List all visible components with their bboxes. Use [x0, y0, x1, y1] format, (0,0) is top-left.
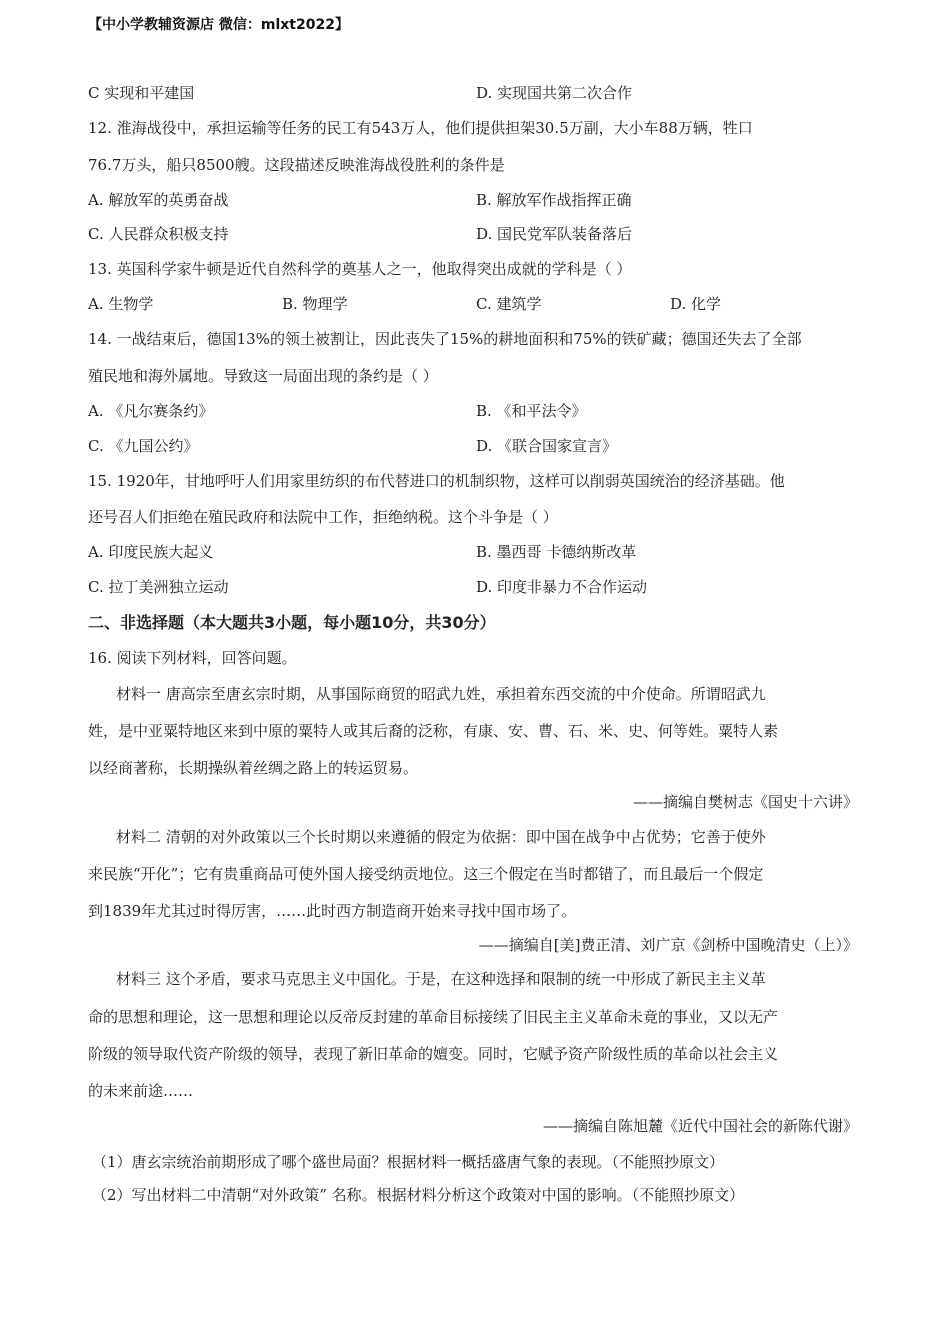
page-header: 【中小学教辅资源店 微信：mlxt2022】: [88, 17, 349, 33]
material-1-line3: 以经商著称，长期操纵着丝绸之路上的转运贸易。: [88, 759, 419, 777]
q14-option-d: D. 《联合国家宣言》: [476, 437, 618, 455]
q13-option-c: C. 建筑学: [476, 295, 542, 313]
q12-option-c: C. 人民群众积极支持: [88, 225, 229, 243]
q15-option-d: D. 印度非暴力不合作运动: [476, 578, 648, 596]
q12-option-a: A. 解放军的英勇奋战: [88, 191, 229, 209]
q14-option-a: A. 《凡尔赛条约》: [88, 402, 214, 420]
material-2-source: ——摘编自[美]费正清、刘广京《剑桥中国晚清史（上）》: [478, 936, 858, 954]
material-1-line1: 材料一 唐高宗至唐玄宗时期，从事国际商贸的昭武九姓，承担着东西交流的中介使命。所谓昭武九: [116, 685, 766, 703]
subquestion-2: （2）写出材料二中清朝“对外政策” 名称。根据材料分析这个政策对中国的影响。（不能照抄原文）: [92, 1186, 745, 1204]
subquestion-1: （1）唐玄宗统治前期形成了哪个盛世局面？根据材料一概括盛唐气象的表现。（不能照抄原文）: [92, 1153, 725, 1171]
q15-stem-line1: 15. 1920年，甘地呼吁人们用家里纺织的布代替进口的机制织物，这样可以削弱英国统治的经济基础。他: [88, 472, 785, 490]
q12-option-d: D. 国民党军队装备落后: [476, 225, 633, 243]
q15-stem-line2: 还号召人们拒绝在殖民政府和法院中工作，拒绝纳税。这个斗争是（ ）: [88, 508, 558, 526]
q15-option-b: B. 墨西哥 卡德纳斯改革: [476, 543, 637, 561]
q15-option-a: A. 印度民族大起义: [88, 543, 214, 561]
material-3-line3: 阶级的领导取代资产阶级的领导，表现了新旧革命的嬗变。同时，它赋予资产阶级性质的革命以社会主义: [88, 1045, 779, 1063]
q13-option-b: B. 物理学: [282, 295, 348, 313]
q11-option-c: C 实现和平建国: [88, 84, 195, 102]
q12-option-b: B. 解放军作战指挥正确: [476, 191, 632, 209]
q14-stem-line1: 14. 一战结束后，德国13%的领土被割让，因此丧失了15%的耕地面积和75%的铁矿藏；德国还失去了全部: [88, 330, 802, 348]
material-2-line2: 来民族“开化”；它有贵重商品可使外国人接受纳贡地位。这三个假定在当时都错了，而且最后一个假定: [88, 865, 764, 883]
q12-stem-line2: 76.7万头，船只8500艘。这段描述反映淮海战役胜利的条件是: [88, 156, 505, 174]
material-3-source: ——摘编自陈旭麓《近代中国社会的新陈代谢》: [542, 1117, 858, 1135]
q16-intro: 16. 阅读下列材料，回答问题。: [88, 649, 297, 667]
q14-option-c: C. 《九国公约》: [88, 437, 199, 455]
material-3-line4: 的未来前途……: [88, 1082, 194, 1100]
q13-option-a: A. 生物学: [88, 295, 154, 313]
material-1-line2: 姓，是中亚粟特地区来到中原的粟特人或其后裔的泛称，有康、安、曹、石、米、史、何等姓。粟特人素: [88, 722, 779, 740]
q13-option-d: D. 化学: [670, 295, 722, 313]
q12-stem-line1: 12. 淮海战役中，承担运输等任务的民工有543万人，他们提供担架30.5万副，大小车88万辆，牲口: [88, 119, 753, 137]
q14-option-b: B. 《和平法令》: [476, 402, 587, 420]
q15-option-c: C. 拉丁美洲独立运动: [88, 578, 229, 596]
material-3-line1: 材料三 这个矛盾，要求马克思主义中国化。于是，在这种选择和限制的统一中形成了新民主主义革: [116, 970, 766, 988]
q14-stem-line2: 殖民地和海外属地。导致这一局面出现的条约是（ ）: [88, 367, 438, 385]
section-heading: 二、非选择题（本大题共3小题，每小题10分，共30分）: [88, 613, 496, 632]
material-3-line2: 命的思想和理论，这一思想和理论以反帝反封建的革命目标接续了旧民主主义革命未竟的事业，又以无产: [88, 1008, 779, 1026]
material-1-source: ——摘编自樊树志《国史十六讲》: [632, 793, 858, 811]
q13-stem: 13. 英国科学家牛顿是近代自然科学的奠基人之一，他取得突出成就的学科是（ ）: [88, 260, 632, 278]
material-2-line3: 到1839年尤其过时得厉害，……此时西方制造商开始来寻找中国市场了。: [88, 902, 577, 920]
q11-option-d: D. 实现国共第二次合作: [476, 84, 633, 102]
material-2-line1: 材料二 清朝的对外政策以三个长时期以来遵循的假定为依据：即中国在战争中占优势；它善于使外: [116, 828, 766, 846]
